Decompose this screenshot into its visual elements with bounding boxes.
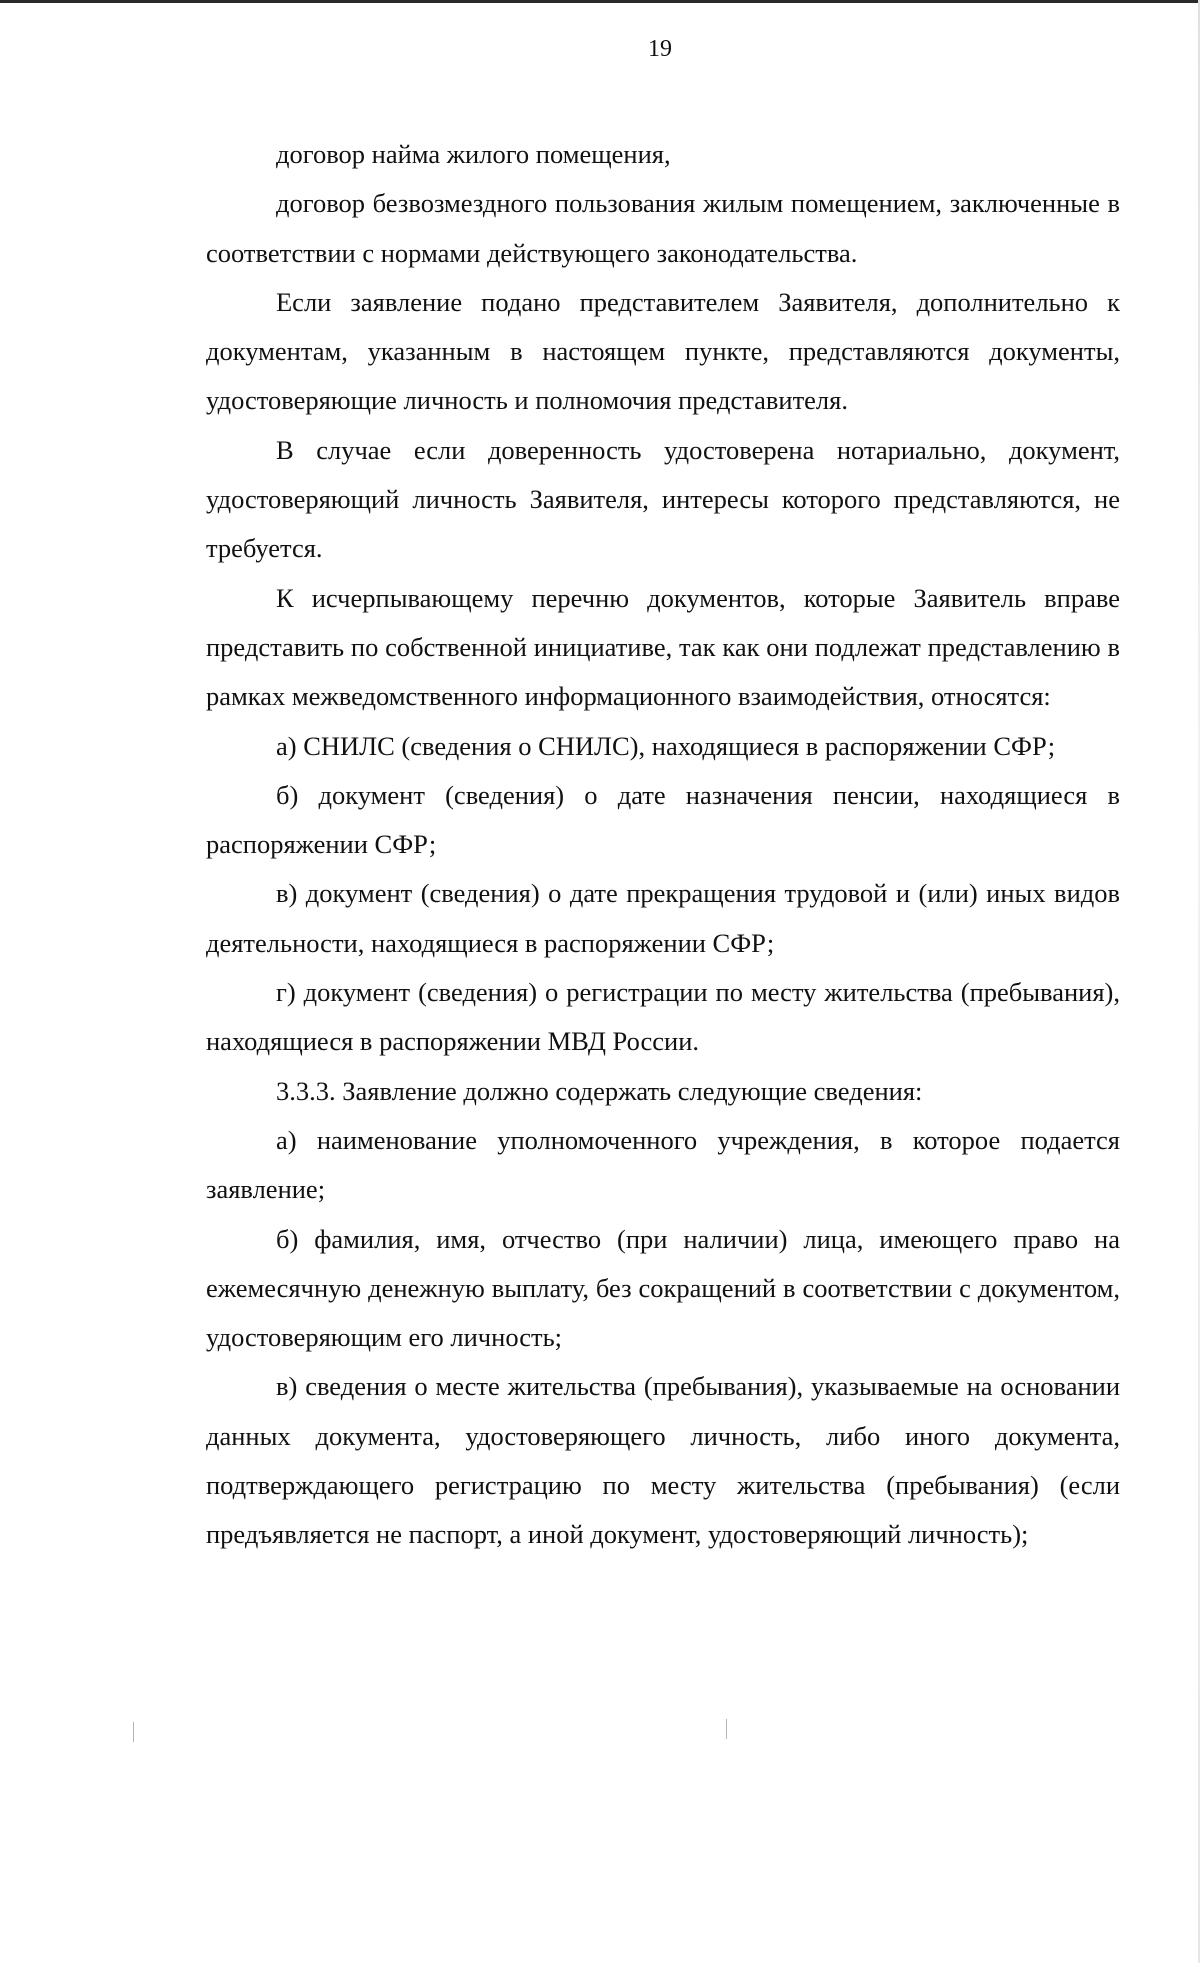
paragraph: договор найма жилого помещения,	[276, 139, 671, 169]
list-item-a-snils: а) СНИЛС (сведения о СНИЛС), находящиеся в распоряжении СФР;	[276, 730, 1056, 761]
scan-artifact-mark	[726, 1719, 727, 1739]
paragraph: Если заявление подано представителем Заявителя, дополнительно к документам, указанным в настоящем пункте, представляются документы, удостоверяющие личность и полномочия представителя.	[206, 286, 1120, 416]
scan-artifact-mark	[133, 1722, 134, 1742]
list-item-b-full-name: б) фамилия, имя, отчество (при наличии) лица, имеющего право на ежемесячную денежную выплату, без сокращений в соответствии с документом, удостоверяющим его личность;	[206, 1223, 1120, 1353]
paragraph: договор безвозмездного пользования жилым помещением, заключенные в соответствии с нормами действующего законодательства.	[206, 188, 1120, 268]
list-item-a-institution: а) наименование уполномоченного учреждения, в которое подается заявление;	[206, 1124, 1120, 1205]
scan-top-border	[0, 0, 1200, 3]
list-item-v-residence: в) сведения о месте жительства (пребывания), указываемые на основании данных документа, удостоверяющего личность, либо иного документа, подтверждающего регистрацию по месту жительства (пребывания) (если предъявляется не паспорт, а иной документ, удостоверяющий личность);	[206, 1371, 1120, 1550]
list-item-b-pension-date: б) документ (сведения) о дате назначения пенсии, находящиеся в распоряжении СФР;	[206, 779, 1120, 860]
list-item-g-registration: г) документ (сведения) о регистрации по месту жительства (пребывания), находящиеся в распоряжении МВД России.	[206, 977, 1120, 1057]
paragraph: К исчерпывающему перечню документов, которые Заявитель вправе представить по собственной инициативе, так как они подлежат представлению в рамках межведомственного информационного взаимодействия, относятся:	[206, 582, 1120, 712]
page-number: 19	[648, 36, 672, 62]
list-item-v-work-end-date: в) документ (сведения) о дате прекращения трудовой и (или) иных видов деятельности, находящиеся в распоряжении СФР;	[206, 878, 1120, 958]
document-body	[206, 130, 1120, 1560]
section-heading-3-3-3: 3.3.3. Заявление должно содержать следующие сведения:	[276, 1075, 923, 1106]
paragraph: В случае если доверенность удостоверена нотариально, документ, удостоверяющий личность Заявителя, интересы которого представляются, не требуется.	[206, 434, 1120, 564]
